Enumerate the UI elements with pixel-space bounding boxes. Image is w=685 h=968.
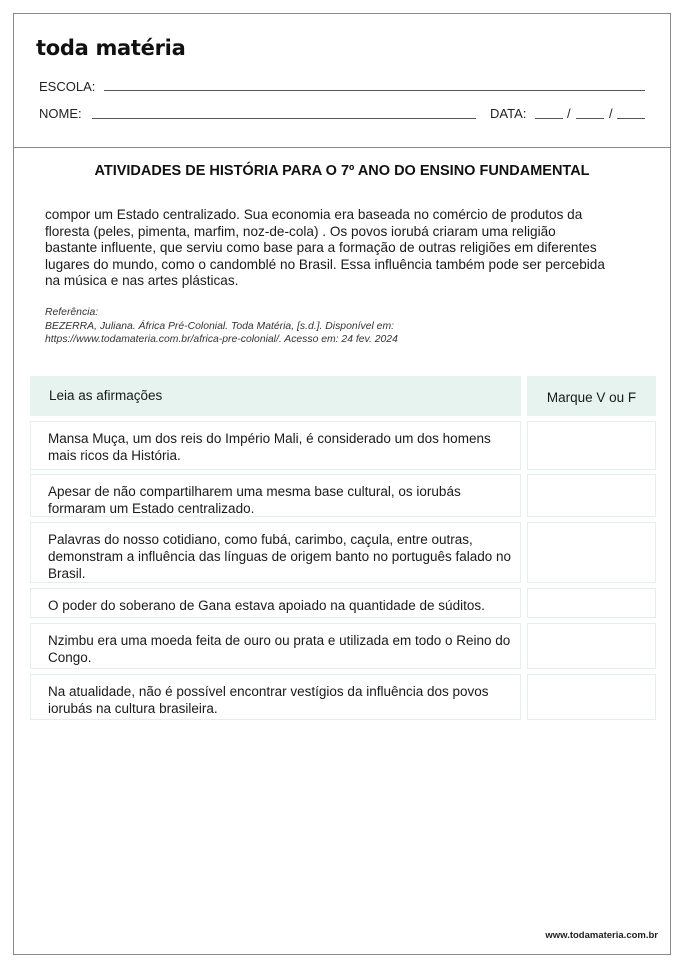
date-separator: / [609, 106, 613, 121]
table-row [30, 474, 521, 517]
nome-field[interactable] [92, 118, 476, 119]
statement-text: Apesar de não compartilharem uma mesma base cultural, os iorubás formaram um Estado centralizado. [48, 484, 461, 516]
data-label: DATA: [490, 106, 527, 121]
brand-logo: toda matéria [36, 36, 186, 60]
statement-text: Nzimbu era uma moeda feita de ouro ou prata e utilizada em todo o Reino do Congo. [48, 633, 511, 665]
paragraph-line: bastante influente, que serviu como base para a formação de outras religiões em diferentes [45, 240, 597, 256]
worksheet-title: ATIVIDADES DE HISTÓRIA PARA O 7º ANO DO ENSINO FUNDAMENTAL [94, 163, 590, 179]
escola-label: ESCOLA: [39, 79, 96, 94]
reference [45, 306, 645, 347]
header-statements-label: Leia as afirmações [49, 388, 163, 403]
date-month-field[interactable] [576, 118, 604, 119]
date-year-field[interactable] [617, 118, 645, 119]
table-header-statements [30, 376, 521, 416]
statement-text: Mansa Muça, um dos reis do Império Mali, é considerado um dos homens mais ricos da História. [48, 431, 491, 463]
table-row [30, 623, 521, 669]
table-row [30, 421, 521, 470]
answer-cell[interactable] [527, 522, 656, 583]
answer-cell[interactable] [527, 421, 656, 470]
table-row [30, 522, 521, 583]
nome-label: NOME: [39, 106, 82, 121]
table-row [30, 674, 521, 720]
reference-label: Referência: [45, 307, 99, 318]
date-separator: / [567, 106, 571, 121]
table-header-answer [527, 376, 656, 416]
header [14, 14, 670, 148]
date-day-field[interactable] [535, 118, 563, 119]
header-answer-label: Marque V ou F [546, 390, 637, 405]
paragraph-line: na música e nas artes plásticas. [45, 273, 239, 289]
context-paragraph [45, 207, 645, 290]
paragraph-line: floresta (peles, pimenta, marfim, noz-de-cola) . Os povos iorubá criaram uma religião [45, 223, 556, 239]
reference-url: https://www.todamateria.com.br/africa-pre-colonial/. Acesso em: 24 fev. 2024 [45, 334, 398, 346]
paragraph-line: lugares do mundo, como o candomblé no Brasil. Essa influência também pode ser percebida [45, 256, 605, 272]
statement-text: O poder do soberano de Gana estava apoiado na quantidade de súditos. [48, 598, 485, 613]
paragraph-line: compor um Estado centralizado. Sua economia era baseada no comércio de produtos da [45, 207, 583, 222]
statement-text: Na atualidade, não é possível encontrar vestígios da influência dos povos iorubás na cultura brasileira. [48, 684, 489, 716]
answer-cell[interactable] [527, 674, 656, 720]
answer-cell[interactable] [527, 588, 656, 618]
escola-field[interactable] [104, 90, 645, 91]
statement-text: Palavras do nosso cotidiano, como fubá, carimbo, caçula, entre outras, demonstram a influência das línguas de origem banto no português falado no Brasil. [48, 532, 512, 581]
answer-cell[interactable] [527, 474, 656, 517]
reference-citation: BEZERRA, Juliana. África Pré-Colonial. Toda Matéria, [s.d.]. Disponível em: [45, 320, 394, 332]
table-row [30, 588, 521, 618]
answer-cell[interactable] [527, 623, 656, 669]
worksheet-page [13, 13, 671, 955]
footer-url: www.todamateria.com.br [545, 930, 658, 941]
